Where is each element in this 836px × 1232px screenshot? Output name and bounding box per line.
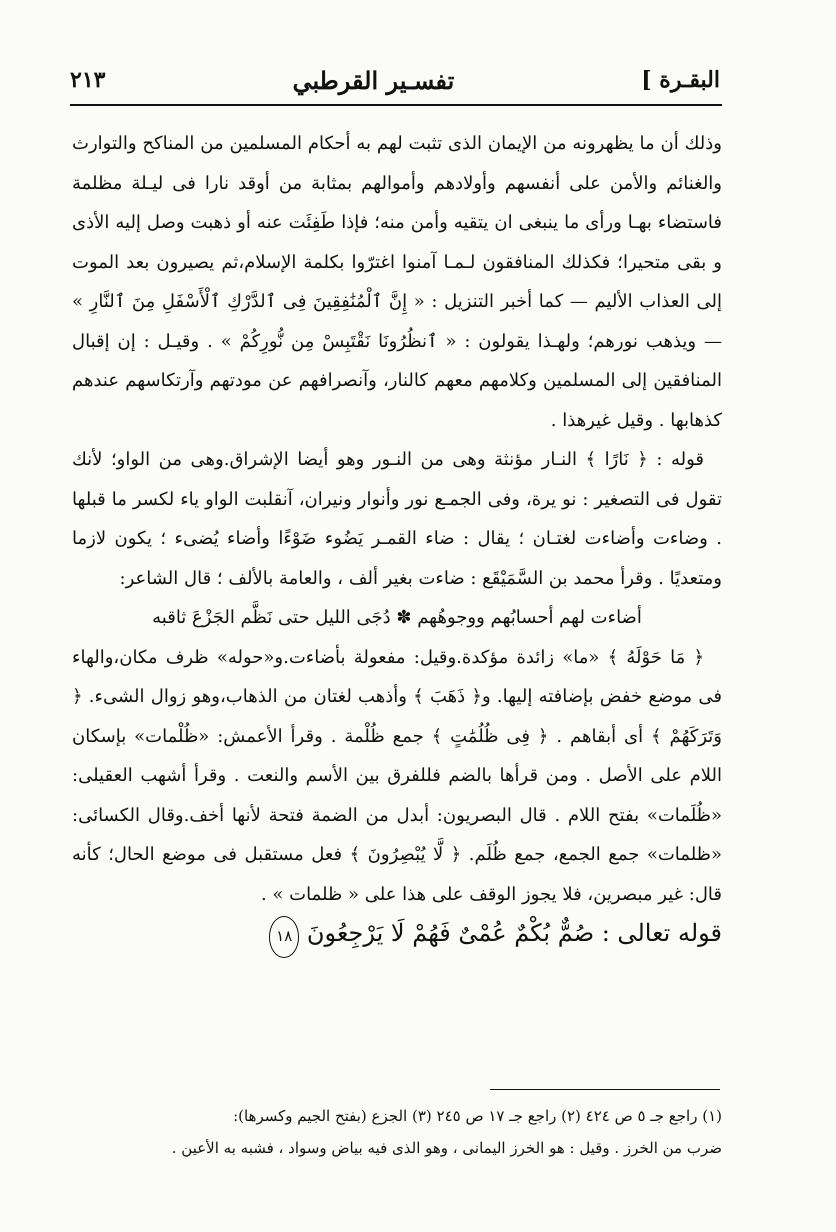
footnote-line: ضرب من الخرز . وقيل : هو الخرز اليمانى ، وهو الذى فيه بياض وسواد ، فشبه به الأعين . [171, 1139, 722, 1157]
page-number: ٢١٣ [70, 67, 106, 93]
paragraph: قوله : ﴿ نَارًا ﴾ النـار مؤنثة وهى من النـور وهو أيضا الإشراق.وهى من الواو؛ لأنك تقول فى التصغير : نو يرة، وفى الجمـع نور وأنوار ونيران، آنقلبت الواو ياء لكسر ما قبلها . وضاءت وأضاءت لغتـان ؛ يقال : ضاء القمـر يَضُوء ضَوْءًا وأضاء يُضىء ؛ يكون لازما ومتعديًا . وقرأ محمد بن السَّمَيْقَع : ضاءت بغير ألف ، والعامة بالألف ؛ قال الشاعر: [72, 449, 722, 589]
footnote-line: (١) راجع جـ ٥ ص ٤٢٤ (٢) راجع جـ ١٧ ص ٢٤٥ (٣) الجزع (بفتح الجيم وكسرها): [233, 1107, 722, 1125]
book-title: تفسـير القرطبي [292, 65, 455, 95]
quran-intro: قوله تعالى : [601, 919, 722, 947]
quran-text: صُمٌّ بُكْمٌ عُمْىٌ فَهُمْ لَا يَرْجِعُونَ [306, 919, 595, 947]
header-rule [70, 104, 722, 106]
surah-name: البقـرة ] [641, 67, 720, 93]
verse-number: ١٨ [269, 916, 299, 958]
paragraph: ﴿ مَا حَوْلَهُ ﴾ «ما» زائدة مؤكدة.وقيل: مفعولة بأضاءت.و«حوله» ظرف مكان،والهاء فى موضع خفض بإضافته إليها. و﴿ ذَهَبَ ﴾ وأذهب لغتان من الذهاب،وهو زوال الشىء. ﴿ وَتَرَكَهُمْ ﴾ أى أبقاهم . ﴿ فِى ظُلُمَٰتٍ ﴾ جمع ظُلْمة . وقرأ الأعمش: «ظُلْمات» بإسكان اللام على الأصل . ومن قرأها بالضم فللفرق بين الأسم والنعت . وقرأ أشهب العقيلى: «ظُلَمات» بفتح اللام . قال البصريون: أبدل من الضمة فتحة لأنها أخف.وقال الكسائى: «ظلمات» جمع الجمع، جمع ظُلَم. ﴿ لَّا يُبْصِرُونَ ﴾ فعل مستقبل فى موضع الحال؛ كأنه قال: غير مبصرين، فلا يجوز الوقف على هذا على « ظلمات » . [72, 646, 722, 905]
poetry-verse: أضاءت لهم أحسابُهم ووجوهُهم ✽ دُجَى الليل حتى نَظَّم الجَزْعَ ثاقبه [152, 607, 642, 628]
footnotes [72, 1100, 722, 1164]
paragraph: وذلك أن ما يظهرونه من الإيمان الذى تثبت لهم به أحكام المسلمين من المناكح والتوارث والغنائم والأمن على أنفسهم وأولادهم وأموالهم بمثابة من أوقد نارا فى ليـلة مظلمة فاستضاء بهـا ورأى ما ينبغى ان يتقيه وأمن منه؛ فإذا طَفِئَت عنه أو ذهبت وصل إليه الأذى و بقى متحيرا؛ فكذلك المنافقون لـمـا آمنوا اغترّوا بكلمة الإسلام،ثم يصيرون بعد الموت إلى العذاب الأليم — كما أخبر التنزيل : « إِنَّ ٱلْمُنَٰفِقِينَ فِى ٱلدَّرْكِ ٱلْأَسْفَلِ مِنَ ٱلنَّارِ » — ويذهب نورهم؛ ولهـذا يقولون : « ٱنظُرُونَا نَقْتَبِسْ مِن نُّورِكُمْ » . وقيـل : إن إقبال المنافقين إلى المسلمين وكلامهم معهم كالنار، وآنصرافهم عن مودتهم وآرتكاسهم عندهم كذهابها . وقيل غيرهذا . [72, 133, 722, 431]
quran-verse [72, 914, 722, 958]
page-header [70, 62, 720, 98]
main-text [72, 124, 722, 958]
footnote-rule [490, 1089, 720, 1090]
